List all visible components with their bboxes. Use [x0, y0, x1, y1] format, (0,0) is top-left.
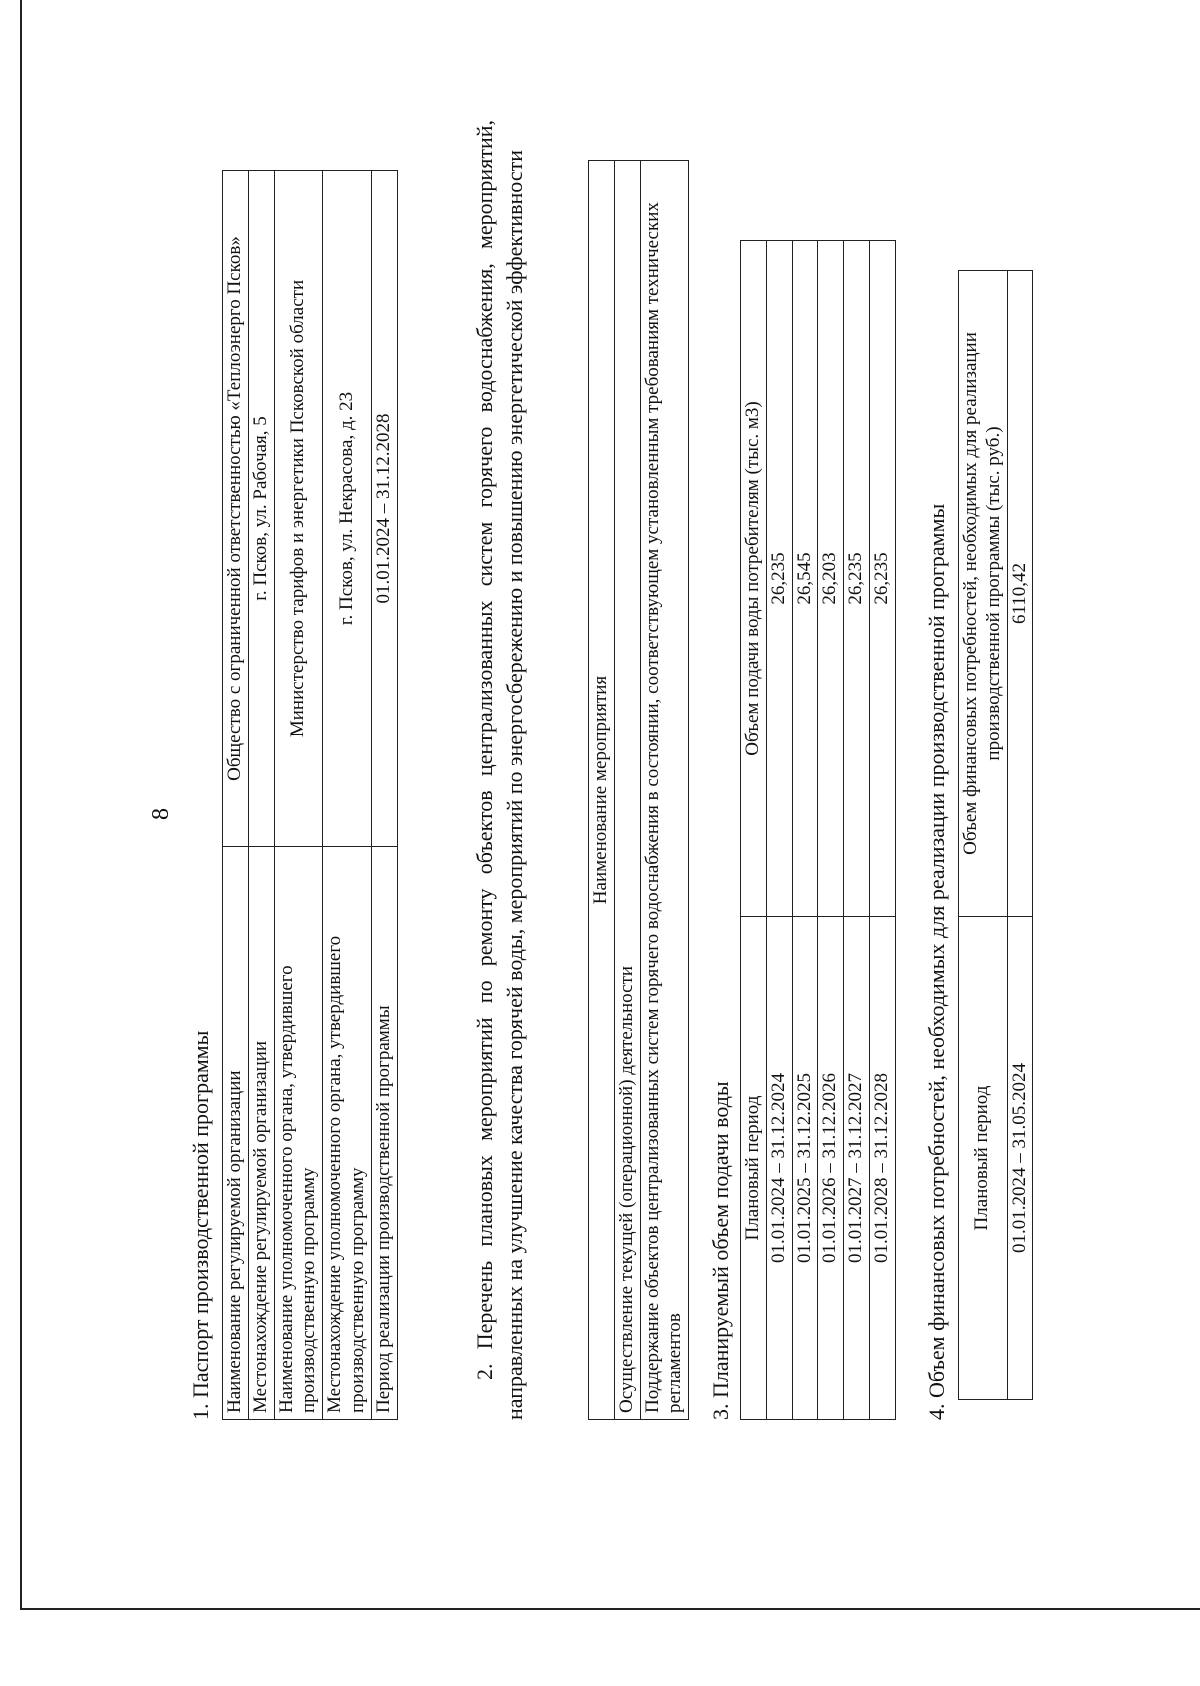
volume-cell: 26,203	[818, 241, 844, 917]
column-header: Объем финансовых потребностей, необходимых для реализации производственной программы (тыс. руб.)	[959, 271, 1008, 917]
passport-table	[222, 170, 398, 1420]
period-cell: 01.01.2025 – 31.12.2025	[792, 917, 818, 1420]
column-header: Плановый период	[741, 917, 767, 1420]
section2-title: 2. Перечень плановых мероприятий по ремонту объектов централизованных систем горячего водоснабжения, мероприятий, направленных на улучшение качества горячей воды, мероприятий по энергосбережению и повышению энергетической эффективности	[472, 120, 527, 1420]
column-header: Объем подачи воды потребителям (тыс. м3)	[741, 241, 767, 917]
table-row	[248, 171, 274, 1420]
column-header: Плановый период	[959, 917, 1008, 1400]
period-cell: 01.01.2028 – 31.12.2028	[869, 917, 895, 1420]
section3-title: 3. Планируемый объем подачи воды	[708, 1081, 733, 1420]
passport-value: г. Псков, ул. Некрасова, д. 23	[323, 171, 372, 847]
table-row	[1007, 271, 1033, 1400]
water-volume-table	[740, 240, 896, 1420]
passport-value: Общество с ограниченной ответственностью «Теплоэнерго Псков»	[223, 171, 249, 847]
period-cell: 01.01.2024 – 31.12.2024	[766, 917, 792, 1420]
table-row	[844, 241, 870, 1420]
volume-cell: 26,235	[869, 241, 895, 917]
table-row	[766, 241, 792, 1420]
passport-label: Местонахождение регулируемой организации	[248, 847, 274, 1420]
table-row	[614, 161, 640, 1420]
measures-table	[588, 160, 689, 1420]
table-row	[818, 241, 844, 1420]
page-border-left	[20, 0, 22, 1610]
volume-cell: 26,235	[766, 241, 792, 917]
volume-cell: 26,235	[844, 241, 870, 917]
passport-label: Местонахождение уполномоченного органа, утвердившего производственную программу	[323, 847, 372, 1420]
rotated-page	[40, 100, 1160, 1640]
column-header: Наименование мероприятия	[589, 161, 615, 1420]
table-header-row	[741, 241, 767, 1420]
table-row	[792, 241, 818, 1420]
passport-value: 01.01.2024 – 31.12.2028	[371, 171, 397, 847]
table-row	[223, 171, 249, 1420]
table-header-row	[589, 161, 615, 1420]
passport-label: Наименование регулируемой организации	[223, 847, 249, 1420]
table-header-row	[959, 271, 1008, 1400]
passport-value: г. Псков, ул. Рабочая, 5	[248, 171, 274, 847]
measure-item: Осуществление текущей (операционной) деятельности	[614, 161, 640, 1420]
passport-label: Период реализации производственной программы	[371, 847, 397, 1420]
passport-value: Министерство тарифов и энергетики Псковской области	[274, 171, 323, 847]
section1-title: 1. Паспорт производственной программы	[188, 1030, 213, 1420]
table-row	[323, 171, 372, 1420]
table-row	[869, 241, 895, 1420]
page-number: 8	[148, 808, 174, 820]
table-row	[371, 171, 397, 1420]
period-cell: 01.01.2024 – 31.05.2024	[1007, 917, 1033, 1400]
period-cell: 01.01.2026 – 31.12.2026	[818, 917, 844, 1420]
amount-cell: 6110,42	[1007, 271, 1033, 917]
passport-label: Наименование уполномоченного органа, утвердившего производственную программу	[274, 847, 323, 1420]
measure-item: Поддержание объектов централизованных систем горячего водоснабжения в состоянии, соответствующем установленным требованиям технических регламентов	[640, 161, 689, 1420]
period-cell: 01.01.2027 – 31.12.2027	[844, 917, 870, 1420]
section4-title: 4. Объем финансовых потребностей, необходимых для реализации производственной программы	[924, 503, 949, 1420]
finance-table	[958, 270, 1033, 1400]
volume-cell: 26,545	[792, 241, 818, 917]
table-row	[640, 161, 689, 1420]
table-row	[274, 171, 323, 1420]
